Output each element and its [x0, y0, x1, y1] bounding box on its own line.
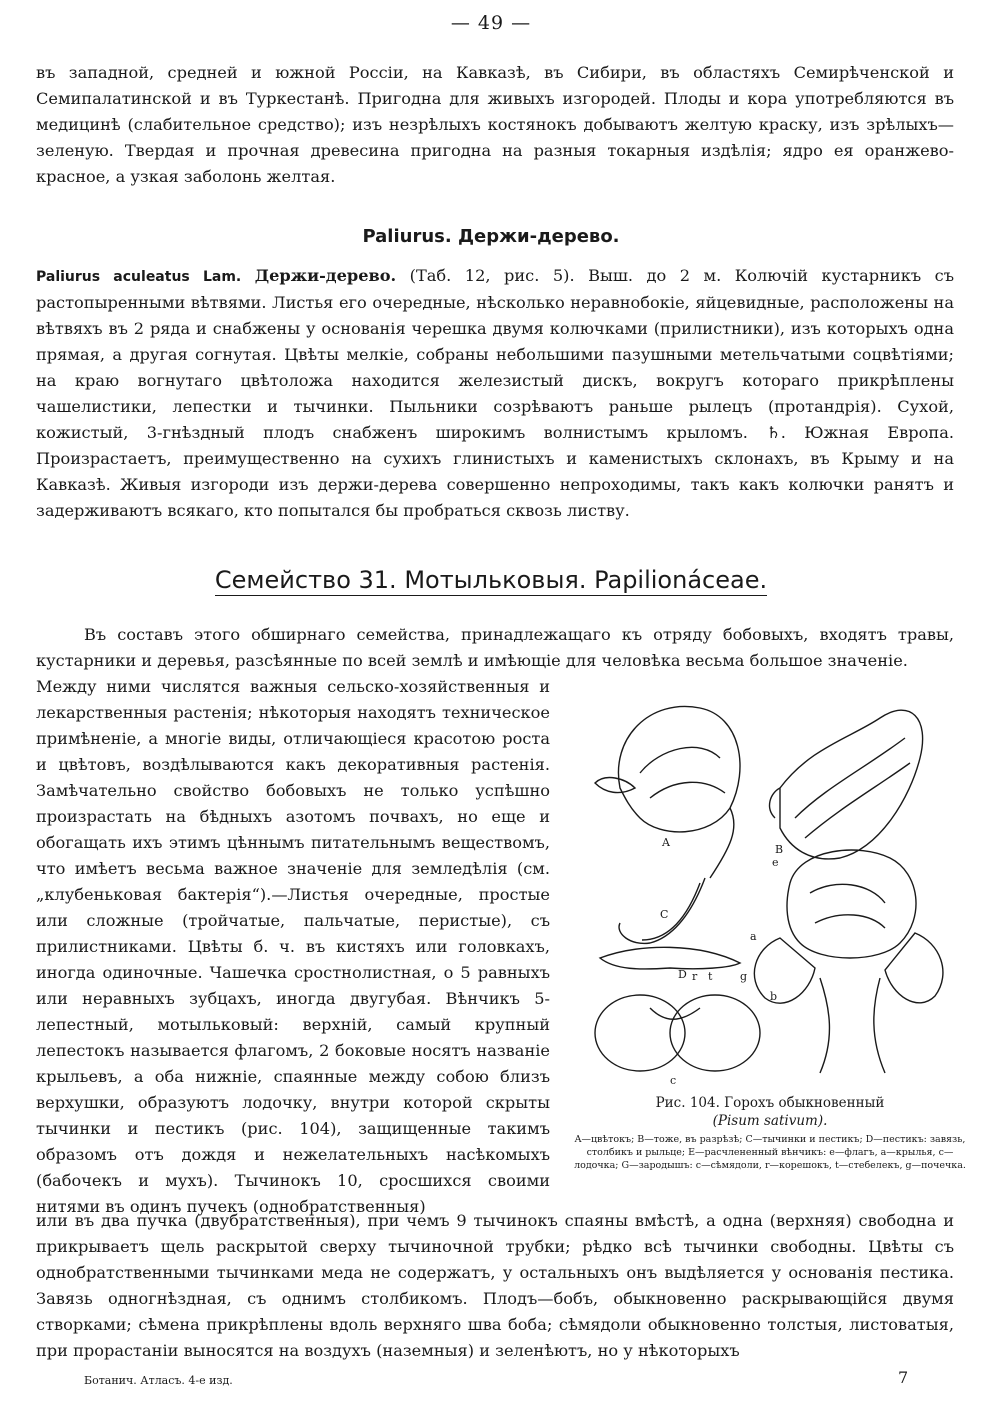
label-c-upper: C [660, 908, 669, 921]
species-latin-name: Paliurus aculeatus Lam. [36, 269, 242, 285]
family-heading [0, 566, 982, 594]
label-c-lower: c [670, 1074, 677, 1087]
label-d-upper: D [678, 968, 687, 981]
flower-drawings [595, 706, 943, 1073]
footer-sheet-number: 7 [898, 1368, 909, 1387]
family-lead-paragraph: Въ составъ этого обширнаго семейства, принадлежащаго къ отряду бобовыхъ, входятъ травы, кустарники и деревья, разсѣянные по всей землѣ и имѣющіе для человѣка весьма большое значеніе. [36, 625, 954, 670]
label-r: r [692, 970, 698, 983]
drawing-b-section [780, 710, 923, 859]
label-t: t [708, 970, 713, 983]
figure-legend: A—цвѣтокъ; B—тоже, въ разрѣзѣ; C—тычинки и пестикъ; D—пестикъ: завязь, столбикъ и рыльце; E—расчлененный вѣнчикъ: e—флагъ, a—крылья, c—лодочка; G—зародышъ: c—сѣмядоли, r—корешокъ, t—стебелекъ, g—почечка. [574, 1134, 966, 1171]
genus-paragraph [36, 263, 954, 524]
drawing-a-flower [618, 706, 740, 831]
label-b-upper: B [775, 843, 784, 856]
illustration-svg [580, 678, 962, 1098]
drawing-g-embryo-right [670, 995, 760, 1071]
genus-heading: Paliurus. Держи-дерево. [362, 226, 620, 247]
label-e-lower: e [772, 856, 779, 869]
drawing-d-pistil [600, 947, 740, 969]
drawing-g-embryo-left [595, 995, 685, 1071]
page-number: — 49 — [450, 12, 532, 34]
drawing-e-wing-right [885, 933, 943, 1003]
species-russian-name: Держи-дерево. [254, 266, 397, 285]
figure-caption [572, 1094, 968, 1130]
genus-description: (Таб. 12, рис. 5). Выш. до 2 м. Колючій кустарникъ съ растопыренными вѣтвями. Листья его очередные, нѣсколько неравнобокіе, яйцевидные, расположены на вѣтвяхъ въ 2 ряда и снабжены у основанія черешка двумя колючками (прилистники), изъ которыхъ одна прямая, а другая согнутая. Цвѣты мелкіе, собраны небольшими пазушными метельчатыми соцвѣтіями; на краю вогнутаго цвѣтоложа находится железистый дискъ, вокругъ котораго прикрѣплены чашелистики, лепестки и тычинки. Пыльники созрѣваютъ раньше рылецъ (протандрія). Сухой, кожистый, 3-гнѣздный плодъ снабженъ широкимъ волнистымъ крыломъ. ♄. Южная Европа. Произрастаетъ, преимущественно на сухихъ глинистыхъ и каменистыхъ склонахъ, въ Крыму и на Кавказѣ. Живыя изгороди изъ держи-дерева совершенно непроходимы, такъ какъ колючки ранятъ и задерживаютъ всякаго, кто попытался бы пробраться сквозь листву. [36, 266, 954, 520]
figure-caption-latin: (Pisum sativum). [712, 1113, 828, 1129]
family-heading-text: Семейство 31. Мотыльковыя. Papilionáceae. [214, 566, 768, 594]
label-b-lower: b [770, 990, 778, 1003]
label-a-lower: a [750, 930, 757, 943]
footer-signature: Ботанич. Атласъ. 4-е изд. [84, 1374, 233, 1387]
drawing-e-standard [787, 850, 916, 958]
label-a-upper: A [662, 836, 670, 849]
figure-caption-title: Рис. 104. Горохъ обыкновенный [655, 1095, 885, 1111]
intro-paragraph: въ западной, средней и южной Россіи, на Кавказѣ, въ Сибири, въ областяхъ Семирѣченской и Семипалатинской и въ Туркестанѣ. Пригодна для живыхъ изгородей. Плоды и кора употребляются въ медицинѣ (слабительное средство); изъ незрѣлыхъ костянокъ добываютъ желтую краску, изъ зрѣлыхъ—зеленую. Твердая и прочная древесина пригодна на разныя токарныя издѣлія; ядро ея оранжево-красное, а узкая заболонь желтая. [36, 63, 954, 186]
family-bottom-paragraph: или въ два пучка (двубратственныя), при чемъ 9 тычинокъ спаяны вмѣстѣ, а одна (верхняя) свободна и прикрываетъ щель раскрытой сверху тычиночной трубки; рѣдко всѣ тычинки свободны. Цвѣты съ однобратственными тычинками меда не содержатъ, у остальныхъ онъ выдѣляется у основанія пестика. Завязь одногнѣздная, съ однимъ столбикомъ. Плодъ—бобъ, обыкновенно раскрывающійся двумя створками; сѣмена прикрѣплены вдоль верхняго шва боба; сѣмядоли обыкновенно толстыя, листоватыя, при прорастаніи выносятся на воздухъ (наземныя) и зеленѣютъ, но у нѣкоторыхъ [36, 1211, 954, 1360]
label-g: g [740, 970, 748, 983]
family-left-column-text: Между ними числятся важныя сельско-хозяйственныя и лекарственныя растенія; нѣкоторыя находятъ техническое примѣненіе, а многіе виды, отличающіеся красотою роста и цвѣтовъ, воздѣлываются какъ декоративныя растенія. Замѣчательно свойство бобовыхъ не только успѣшно произрастать на бѣдныхъ азотомъ почвахъ, но еще и обогащать ихъ этимъ цѣннымъ питательнымъ веществомъ, что имѣетъ весьма важное значеніе для земледѣлія (см. „клубеньковая бактерія“).—Листья очередные, простые или сложные (тройчатые, пальчатые, перистые), съ прилистниками. Цвѣты б. ч. въ кистяхъ или головкахъ, иногда одиночные. Чашечка сростнолистная, о 5 равныхъ или неравныхъ зубцахъ, иногда двугубая. Вѣнчикъ 5-лепестный, мотыльковый: верхній, самый крупный лепестокъ называется флагомъ, 2 боковые носятъ названіе крыльевъ, а оба нижніе, спаянные между собою близъ верхушки, образуютъ лодочку, внутри которой скрыты тычинки и пестикъ (рис. 104), защищенные такимъ образомъ отъ дождя и нежелательныхъ насѣкомыхъ (бабочекъ и мухъ). Тычинокъ 10, сросшихся своими нитями въ одинъ пучекъ (однобратственныя) [36, 677, 550, 1216]
pea-flower-illustration [580, 678, 962, 1098]
drawing-e-keel [820, 978, 885, 1073]
